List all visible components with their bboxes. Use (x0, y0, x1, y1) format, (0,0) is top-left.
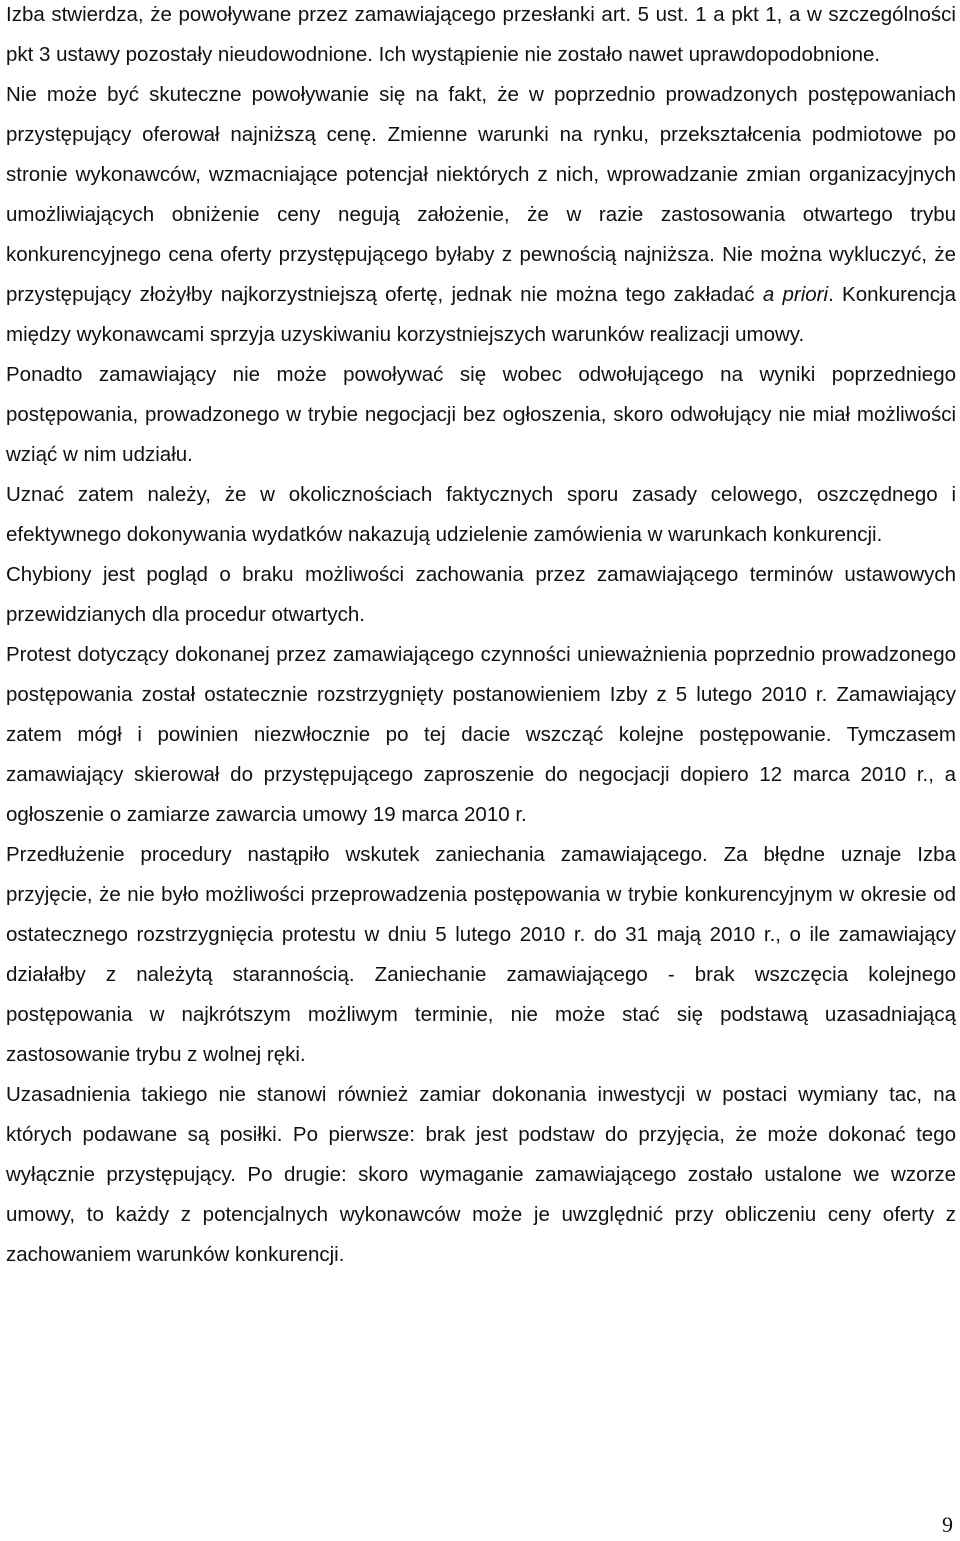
paragraph-2 (6, 75, 956, 355)
document-body (6, 0, 956, 1275)
paragraph-text: Nie może być skuteczne powoływanie się na fakt, że w poprzednio prowadzonych postępowaniach przystępujący oferował najniższą cenę. Zmienne warunki na rynku, przekształcenia podmiotowe po stronie wykonawców, wzmacniające potencjał niektórych z nich, wprowadzanie zmian organizacyjnych umożliwiających obniżenie ceny negują założenie, że w razie zastosowania otwartego trybu konkurencyjnego cena oferty przystępującego byłaby z pewnością najniższa. Nie można wykluczyć, że przystępujący złożyłby najkorzystniejszą ofertę, jednak nie można tego zakładać (6, 83, 956, 306)
paragraph-text: Izba stwierdza, że powoływane przez zamawiającego przesłanki art. 5 ust. 1 a pkt 1, a w szczególności pkt 3 ustawy pozostały nieudowodnione. Ich wystąpienie nie zostało nawet uprawdopodobnione. (6, 3, 956, 66)
paragraph-4 (6, 475, 956, 555)
paragraph-7 (6, 835, 956, 1075)
paragraph-text: Przedłużenie procedury nastąpiło wskutek zaniechania zamawiającego. Za błędne uznaje Izba przyjęcie, że nie było możliwości przeprowadzenia postępowania w trybie konkurencyjnym w okresie od ostatecznego rozstrzygnięcia protestu w dniu 5 lutego 2010 r. do 31 mają 2010 r., o ile zamawiający działałby z należytą starannością. Zaniechanie zamawiającego - brak wszczęcia kolejnego postępowania w najkrótszym możliwym terminie, nie może stać się podstawą uzasadniającą zastosowanie trybu z wolnej ręki. (6, 843, 956, 1066)
paragraph-text: Uznać zatem należy, że w okolicznościach faktycznych sporu zasady celowego, oszczędnego i efektywnego dokonywania wydatków nakazują udzielenie zamówienia w warunkach konkurencji. (6, 483, 956, 546)
page-number: 9 (942, 1512, 953, 1537)
paragraph-text: Chybiony jest pogląd o braku możliwości zachowania przez zamawiającego terminów ustawowych przewidzianych dla procedur otwartych. (6, 563, 956, 626)
paragraph-text: Uzasadnienia takiego nie stanowi również zamiar dokonania inwestycji w postaci wymiany tac, na których podawane są posiłki. Po pierwsze: brak jest podstaw do przyjęcia, że może dokonać tego wyłącznie przystępujący. Po drugie: skoro wymaganie zamawiającego zostało ustalone we wzorze umowy, to każdy z potencjalnych wykonawców może je uwzględnić przy obliczeniu ceny oferty z zachowaniem warunków konkurencji. (6, 1083, 956, 1266)
paragraph-3 (6, 355, 956, 475)
paragraph-text: . Konkurencja między wykonawcami sprzyja uzyskiwaniu korzystniejszych warunków realizacji umowy. (6, 283, 956, 346)
paragraph-6 (6, 635, 956, 835)
paragraph-text: Protest dotyczący dokonanej przez zamawiającego czynności unieważnienia poprzednio prowadzonego postępowania został ostatecznie rozstrzygnięty postanowieniem Izby z 5 lutego 2010 r. Zamawiający zatem mógł i powinien niezwłocznie po tej dacie wszcząć kolejne postępowanie. Tymczasem zamawiający skierował do przystępującego zaproszenie do negocjacji dopiero 12 marca 2010 r., a ogłoszenie o zamiarze zawarcia umowy 19 marca 2010 r. (6, 643, 956, 826)
italic-phrase: a priori (762, 283, 829, 306)
paragraph-1 (6, 0, 956, 75)
paragraph-8 (6, 1075, 956, 1275)
paragraph-text: Ponadto zamawiający nie może powoływać się wobec odwołującego na wyniki poprzedniego postępowania, prowadzonego w trybie negocjacji bez ogłoszenia, skoro odwołujący nie miał możliwości wziąć w nim udziału. (6, 363, 956, 466)
paragraph-5 (6, 555, 956, 635)
